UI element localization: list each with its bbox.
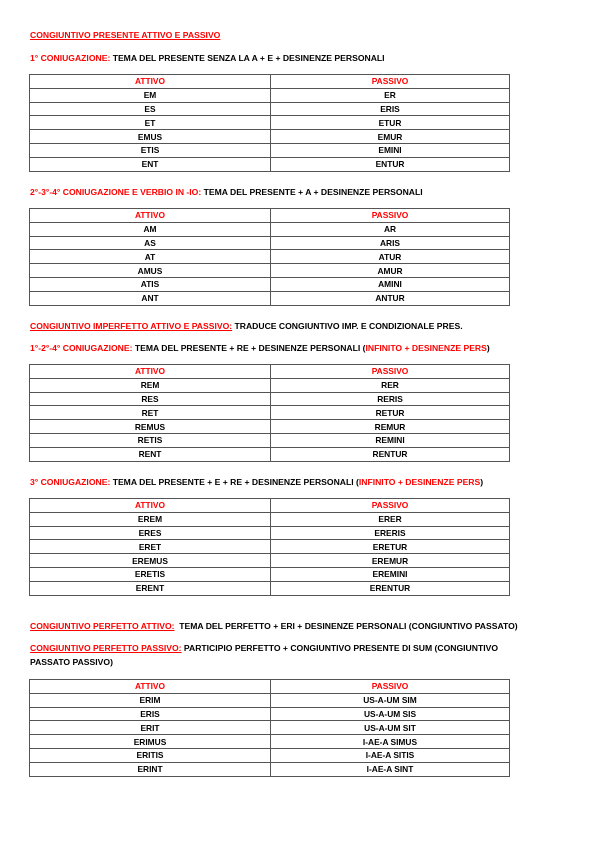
section-3-text: TEMA DEL PRESENTE + RE + DESINENZE PERSONALI ( [132,343,366,353]
section-1-label: 1° CONIUGAZIONE: [30,53,111,63]
cell-active: ES [30,102,271,116]
table-row [30,102,510,116]
cell-passive: I-AE-A SIMUS [271,735,510,749]
cell-active: ERIT [30,721,271,735]
cell-active: EREMUS [30,554,271,568]
imperfetto-caption [30,321,560,332]
cell-active: ATIS [30,277,271,291]
cell-active: ET [30,116,271,130]
cell-active: RENT [30,447,271,461]
cell-passive: EREMUR [271,554,510,568]
header-passive: PASSIVO [271,680,510,694]
cell-active: ANT [30,291,271,305]
table-row [30,291,510,305]
table-row [30,735,510,749]
cell-passive: ER [271,88,510,102]
cell-passive: US-A-UM SIM [271,693,510,707]
perfetto-passivo-caption [30,643,560,654]
cell-passive: ERENTUR [271,581,510,595]
table-row [30,721,510,735]
section-2-label: 2°-3°-4° CONIUGAZIONE E VERBIO IN -IO: [30,187,202,197]
table-header-row [30,499,510,513]
cell-passive: I-AE-A SITIS [271,748,510,762]
header-passive: PASSIVO [271,209,510,223]
cell-active: ERENT [30,581,271,595]
cell-passive: ATUR [271,250,510,264]
cell-active: EMUS [30,130,271,144]
header-passive: PASSIVO [271,365,510,379]
cell-passive: ERERIS [271,526,510,540]
table-header-row [30,75,510,89]
header-active: ATTIVO [30,499,271,513]
imperfetto-heading: CONGIUNTIVO IMPERFETTO ATTIVO E PASSIVO: [30,321,233,331]
table-row [30,157,510,171]
cell-passive: ERER [271,512,510,526]
table-row [30,748,510,762]
table-row [30,392,510,406]
cell-active: AMUS [30,264,271,278]
cell-passive: RENTUR [271,447,510,461]
table-row [30,512,510,526]
table-row [30,277,510,291]
table-row [30,581,510,595]
cell-passive: I-AE-A SINT [271,762,510,776]
table-row [30,420,510,434]
table-row [30,707,510,721]
table-row [30,222,510,236]
table-header-row [30,209,510,223]
table-row [30,378,510,392]
cell-passive: ERETUR [271,540,510,554]
table-row [30,236,510,250]
cell-active: ERIS [30,707,271,721]
table-row [30,693,510,707]
table-row [30,406,510,420]
table-header-row [30,680,510,694]
section-1-caption [30,53,560,64]
section-4-paren-note: INFINITO + DESINENZE PERS [358,477,481,487]
cell-active: ERET [30,540,271,554]
perfetto-passivo-text-cont: PASSATO PASSIVO) [30,657,113,667]
table-header-row [30,365,510,379]
perfetto-passivo-heading: CONGIUNTIVO PERFETTO PASSIVO: [30,643,182,653]
cell-passive: EMINI [271,143,510,157]
section-4-caption [30,477,560,488]
cell-passive: ETUR [271,116,510,130]
table-row [30,250,510,264]
section-1-table [29,74,510,172]
page-title: CONGIUNTIVO PRESENTE ATTIVO E PASSIVO [30,30,221,40]
cell-active: RETIS [30,433,271,447]
header-active: ATTIVO [30,680,271,694]
cell-passive: EMUR [271,130,510,144]
cell-active: ERIMUS [30,735,271,749]
cell-passive: RER [271,378,510,392]
cell-active: ERITIS [30,748,271,762]
header-passive: PASSIVO [271,75,510,89]
cell-passive: US-A-UM SIT [271,721,510,735]
section-4-paren-close: ) [480,477,484,487]
header-active: ATTIVO [30,365,271,379]
table-row [30,554,510,568]
cell-active: EM [30,88,271,102]
cell-passive: RERIS [271,392,510,406]
cell-active: ETIS [30,143,271,157]
cell-active: ERES [30,526,271,540]
cell-passive: ENTUR [271,157,510,171]
table-row [30,540,510,554]
section-3-label: 1°-2°-4° CONIUGAZIONE: [30,343,133,353]
table-row [30,762,510,776]
cell-passive: AMINI [271,277,510,291]
section-2-table [29,208,510,306]
cell-active: EREM [30,512,271,526]
section-5-table [29,679,510,777]
cell-passive: AR [271,222,510,236]
cell-active: RET [30,406,271,420]
cell-passive: REMUR [271,420,510,434]
cell-passive: ARIS [271,236,510,250]
cell-passive: US-A-UM SIS [271,707,510,721]
perfetto-attivo-heading: CONGIUNTIVO PERFETTO ATTIVO: [30,621,175,631]
imperfetto-text: TRADUCE CONGIUNTIVO IMP. E CONDIZIONALE PRES. [232,321,463,331]
cell-passive: EREMINI [271,567,510,581]
perfetto-attivo-text: TEMA DEL PERFETTO + ERI + DESINENZE PERSONALI (CONGIUNTIVO PASSATO) [174,621,518,631]
section-4-label: 3° CONIUGAZIONE: [30,477,111,487]
section-3-paren-note: INFINITO + DESINENZE PERS [365,343,487,353]
table-row [30,143,510,157]
cell-active: ERIM [30,693,271,707]
cell-passive: ANTUR [271,291,510,305]
cell-active: REMUS [30,420,271,434]
table-row [30,88,510,102]
section-3-paren-close: ) [486,343,490,353]
section-4-text: TEMA DEL PRESENTE + E + RE + DESINENZE PERSONALI ( [110,477,359,487]
cell-passive: REMINI [271,433,510,447]
cell-active: RES [30,392,271,406]
table-row [30,447,510,461]
header-active: ATTIVO [30,75,271,89]
cell-active: ENT [30,157,271,171]
cell-passive: AMUR [271,264,510,278]
header-passive: PASSIVO [271,499,510,513]
perfetto-passivo-text: PARTICIPIO PERFETTO + CONGIUNTIVO PRESENTE DI SUM (CONGIUNTIVO [181,643,499,653]
cell-active: ERETIS [30,567,271,581]
cell-passive: RETUR [271,406,510,420]
cell-active: AT [30,250,271,264]
section-2-text: TEMA DEL PRESENTE + A + DESINENZE PERSONALI [201,187,423,197]
header-active: ATTIVO [30,209,271,223]
perfetto-attivo-caption [30,621,560,632]
table-row [30,130,510,144]
section-3-table [29,364,510,462]
cell-active: AM [30,222,271,236]
table-row [30,433,510,447]
table-row [30,116,510,130]
cell-active: ERINT [30,762,271,776]
table-row [30,567,510,581]
table-row [30,264,510,278]
section-4-table [29,498,510,596]
section-2-caption [30,187,560,198]
section-3-caption [30,343,560,354]
cell-passive: ERIS [271,102,510,116]
cell-active: AS [30,236,271,250]
cell-active: REM [30,378,271,392]
section-1-text: TEMA DEL PRESENTE SENZA LA A + E + DESINENZE PERSONALI [110,53,385,63]
table-row [30,526,510,540]
